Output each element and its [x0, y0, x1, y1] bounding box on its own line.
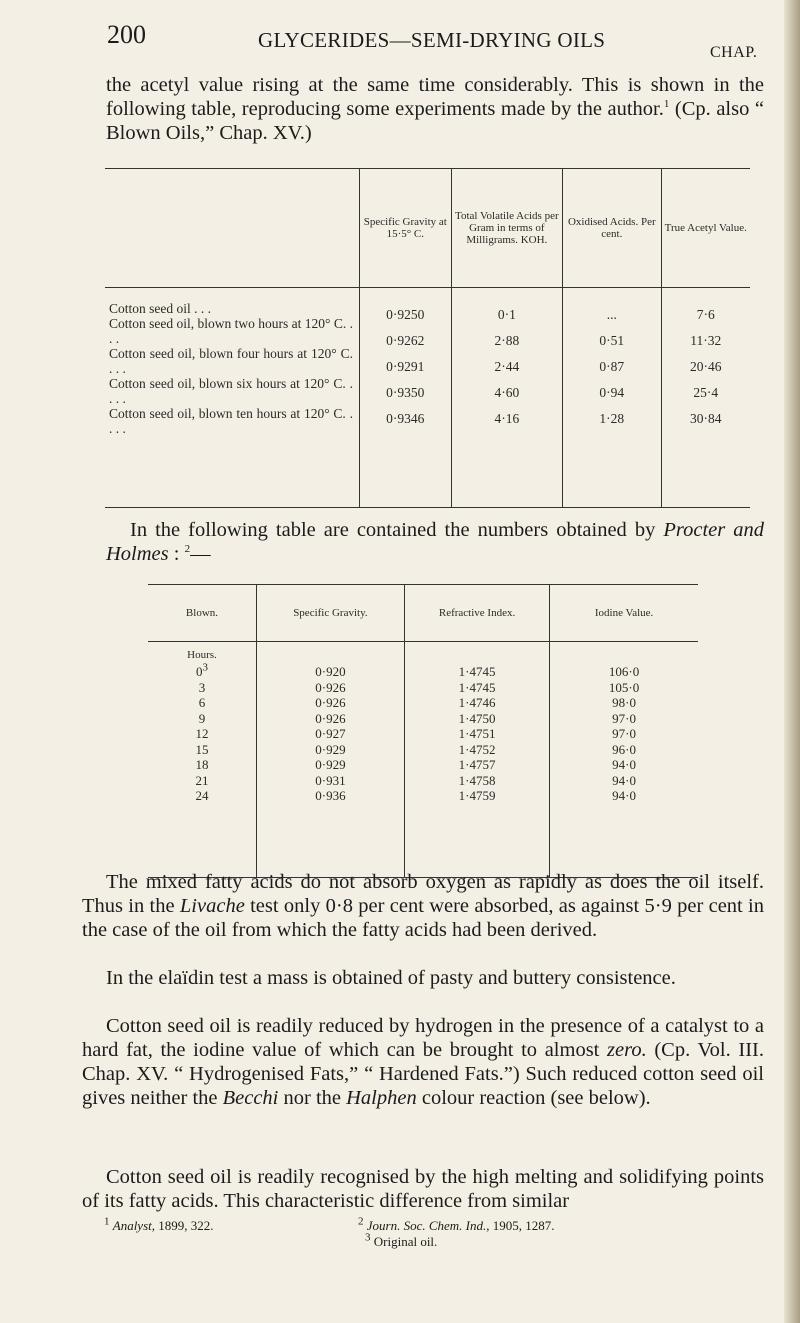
footnote-ref-3: 3: [202, 661, 208, 674]
procter-holmes-table: [148, 584, 698, 878]
footnote-ref-1: 1: [663, 98, 670, 111]
page-number: 200: [107, 20, 146, 49]
paragraph-melting-points: Cotton seed oil is readily recognised by the high melting and solidifying points of its fatty acids. This characteristic difference from similar: [82, 1166, 764, 1212]
iodine-value: 105·0: [608, 679, 640, 695]
mid-paragraph: In the following table are contained the numbers obtained by Procter and Holmes : $^2$—: [106, 519, 764, 565]
volatile-value: 4·16: [494, 411, 520, 426]
acetyl-value-table: [105, 168, 750, 508]
table1-header-volatile: Total Volatile Acids per Gram in terms of Milligrams. KOH.: [451, 169, 562, 288]
gravity-value: 0·926: [315, 710, 346, 726]
iodine-value: 97·0: [612, 726, 637, 741]
table2-header-blown: Blown.: [148, 585, 256, 642]
gravity-value: 0·929: [315, 757, 346, 772]
table2-body: [148, 642, 698, 878]
intro-paragraph: the acetyl value rising at the same time considerably. This is shown in the following table, reproducing some experiments made by the author.$^1$ (Cp. also “ Blown Oils,” Chap. XV.): [106, 74, 764, 144]
page-edge-shadow: [784, 0, 800, 1323]
gravity-value: 0·9350: [386, 385, 425, 400]
table1-header-sample: [105, 169, 359, 288]
hour-value: 12: [195, 726, 209, 741]
oxidised-value: 0·51: [599, 333, 625, 348]
iodine-value: 94·0: [612, 772, 637, 788]
footnote-ref-2: 2: [184, 543, 191, 556]
hour-value: $0^3$: [195, 661, 208, 679]
gravity-value: 0·936: [315, 788, 346, 803]
table2-hours-column: [148, 642, 256, 878]
oxidised-value: ...: [606, 307, 617, 322]
oxidised-value: 0·94: [599, 385, 625, 400]
table1-header-acetyl: True Acetyl Value.: [661, 169, 750, 288]
gravity-value: 0·926: [315, 679, 346, 695]
gravity-value: 0·931: [315, 772, 346, 788]
footnote-2: $^2$ Journ. Soc. Chem. Ind., 1905, 1287.: [358, 1215, 555, 1233]
table1-header-oxidised: Oxidised Acids. Per cent.: [563, 169, 661, 288]
refractive-value: 1·4758: [458, 772, 496, 788]
volatile-value: 2·88: [494, 333, 520, 348]
iodine-value: 98·0: [612, 695, 637, 710]
acetyl-value: 11·32: [690, 333, 722, 348]
refractive-value: 1·4752: [458, 741, 496, 757]
refractive-value: 1·4759: [458, 788, 496, 803]
table1-body: [105, 288, 750, 508]
table2-header-iodine: Iodine Value.: [550, 585, 698, 642]
refractive-value: 1·4751: [458, 726, 496, 741]
sample-name: Cotton seed oil, blown two hours at 120° C. . . .: [109, 316, 353, 346]
iodine-value: 94·0: [612, 757, 637, 772]
gravity-value: 0·9291: [386, 359, 425, 374]
oxidised-value: 0·87: [599, 359, 625, 374]
footnote-3: $^3$ Original oil.: [365, 1231, 438, 1249]
refractive-value: 1·4746: [458, 695, 496, 710]
refractive-value: 1·4745: [458, 679, 496, 695]
iodine-value: 97·0: [612, 710, 637, 726]
hour-value: 24: [195, 788, 209, 803]
hour-value: 18: [195, 757, 209, 772]
table1-gravity-column: [359, 288, 451, 508]
hour-value: 6: [198, 695, 206, 710]
refractive-value: 1·4750: [458, 710, 496, 726]
oxidised-value: 1·28: [599, 411, 625, 426]
acetyl-value: 7·6: [696, 307, 715, 322]
gravity-value: 0·9346: [386, 411, 425, 426]
refractive-value: 1·4757: [458, 757, 496, 772]
acetyl-value: 25·4: [693, 385, 719, 400]
volatile-value: 2·44: [494, 359, 520, 374]
table2-header-gravity: Specific Gravity.: [256, 585, 404, 642]
volatile-value: 0·1: [497, 307, 516, 322]
paragraph-hydrogen: Cotton seed oil is readily reduced by hydrogen in the presence of a catalyst to a hard fat, the iodine value of which can be brought to almost zero. (Cp. Vol. III. Chap. XV. “ Hydrogenised Fats,” “ Hardened Fats.”) Such reduced cotton seed oil gives neither the Becchi nor the Halphen colour reaction (see below).: [82, 1015, 765, 1109]
sample-name: Cotton seed oil, blown ten hours at 120° C. . . . .: [109, 406, 353, 436]
hour-value: 3: [198, 679, 206, 695]
acetyl-value: 30·84: [690, 411, 722, 426]
hour-value: 15: [195, 741, 209, 757]
gravity-value: 0·927: [315, 726, 346, 741]
gravity-value: 0·926: [315, 695, 346, 710]
hours-label: Hours.: [187, 649, 217, 661]
table1-acetyl-column: [661, 288, 750, 508]
table2-iodine-column: [550, 642, 698, 878]
footnote-1: $^1$ Analyst, 1899, 322.: [104, 1215, 214, 1233]
paragraph-fatty-acids: The mixed fatty acids do not absorb oxygen as rapidly as does the oil itself. Thus in the Livache test only 0·8 per cent were absorbed, as against 5·9 per cent in the case of the oil from which the fatty acids had been derived.: [82, 871, 764, 941]
sample-name: Cotton seed oil . . .: [109, 301, 211, 316]
gravity-value: 0·920: [315, 664, 346, 679]
gravity-value: 0·9262: [386, 333, 425, 348]
acetyl-value: 20·46: [690, 359, 722, 374]
gravity-value: 0·929: [315, 741, 346, 757]
hour-value: 21: [195, 772, 209, 788]
hour-value: 9: [198, 710, 206, 726]
gravity-value: 0·9250: [386, 307, 425, 322]
running-title: GLYCERIDES—SEMI-DRYING OILS: [258, 28, 606, 52]
volatile-value: 4·60: [494, 385, 520, 400]
paragraph-elaidin: In the elaïdin test a mass is obtained of pasty and buttery consistence.: [106, 967, 676, 989]
table2-gravity-column: [256, 642, 404, 878]
chapter-label: CHAP.: [710, 44, 758, 61]
table1-oxidised-column: [563, 288, 661, 508]
table1-volatile-column: [451, 288, 562, 508]
authors-name: Procter and Holmes: [106, 519, 764, 565]
iodine-value: 96·0: [612, 741, 637, 757]
iodine-value: 94·0: [612, 788, 637, 803]
table2-refractive-column: [404, 642, 549, 878]
sample-name: Cotton seed oil, blown four hours at 120° C. . . .: [109, 346, 353, 376]
refractive-value: 1·4745: [458, 664, 496, 679]
table2-header-refractive: Refractive Index.: [404, 585, 549, 642]
iodine-value: 106·0: [608, 664, 640, 679]
table1-header-gravity: Specific Gravity at 15·5° C.: [359, 169, 451, 288]
table1-sample-column: [105, 288, 359, 508]
sample-name: Cotton seed oil, blown six hours at 120° C. . . . .: [109, 376, 353, 406]
